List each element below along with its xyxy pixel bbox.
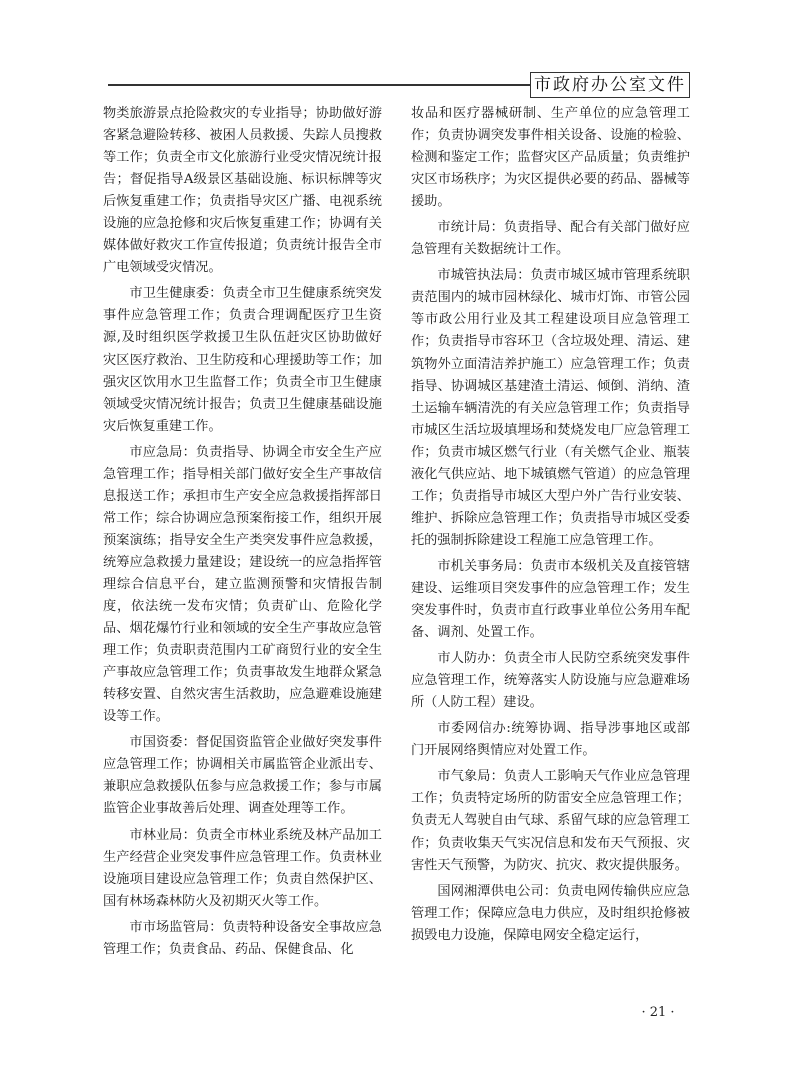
paragraph: 市人防办：负责全市人民防空系统突发事件应急管理工作，统筹落实人防设施与应急避难场所（人防工程）建设。 xyxy=(411,651,690,711)
page-number: · 21 · xyxy=(641,1005,675,1020)
right-column xyxy=(411,103,690,951)
paragraph: 市统计局：负责指导、配合有关部门做好应急管理有关数据统计工作。 xyxy=(411,220,690,258)
paragraph: 国网湘潭供电公司：负责电网传输供应应急管理工作；保障应急电力供应，及时组织抢修被损毁电力设施，保障电网安全稳定运行， xyxy=(411,883,690,943)
left-column xyxy=(103,103,382,965)
paragraph: 市气象局：负责人工影响天气作业应急管理工作；负责特定场所的防雷安全应急管理工作；负责无人驾驶自由气球、系留气球的应急管理工作；负责收集天气实况信息和发布天气预报、灾害性天气预警，为防灾、抗灾、救灾提供服务。 xyxy=(411,769,690,873)
paragraph: 妆品和医疗器械研制、生产单位的应急管理工作；负责协调突发事件相关设备、设施的检验、检测和鉴定工作；监督灾区产品质量；负责维护灾区市场秩序；为灾区提供必要的药品、器械等援助。 xyxy=(411,106,690,210)
paragraph: 市林业局：负责全市林业系统及林产品加工生产经营企业突发事件应急管理工作。负责林业设施项目建设应急管理工作；负责自然保护区、国有林场森林防火及初期灭火等工作。 xyxy=(103,827,382,909)
paragraph: 市国资委：督促国资监管企业做好突发事件应急管理工作；协调相关市属监管企业派出专、兼职应急救援队伍参与应急救援工作；参与市属监管企业事故善后处理、调查处理等工作。 xyxy=(103,735,382,817)
paragraph: 市应急局：负责指导、协调全市安全生产应急管理工作；指导相关部门做好安全生产事故信息报送工作；承担市生产安全应急救援指挥部日常工作；综合协调应急预案衔接工作，组织开展预案演练；指导安全生产类突发事件应急救援，统筹应急救援力量建设；建设统一的应急指挥管理综合信息平台，建立监测预警和灾情报告制度，依法统一发布灾情；负责矿山、危险化学品、烟花爆竹行业和领域的安全生产事故应急管理工作；负责职责范围内工矿商贸行业的安全生产事故应急管理工作；负责事故发生地群众紧急转移安置、自然灾害生活救助，应急避难设施建设等工作。 xyxy=(103,444,382,725)
section-title: 市政府办公室文件 xyxy=(530,72,690,98)
paragraph: 市市场监管局：负责特种设备安全事故应急管理工作；负责食品、药品、保健食品、化 xyxy=(103,919,382,957)
paragraph: 市机关事务局：负责市本级机关及直接管辖建设、运维项目突发事件的应急管理工作；发生突发事件时，负责市直行政事业单位公务用车配备、调剂、处置工作。 xyxy=(411,558,690,641)
paragraph: 市卫生健康委：负责全市卫生健康系统突发事件应急管理工作；负责合理调配医疗卫生资源,及时组织医学救援卫生队伍赶灾区协助做好灾区医疗救治、卫生防疫和心理援助等工作；加强灾区饮用水卫生监督工作；负责全市卫生健康领域受灾情况统计报告；负责卫生健康基础设施灾后恢复重建工作。 xyxy=(103,286,382,434)
paragraph: 市城管执法局：负责市城区城市管理系统职责范围内的城市园林绿化、城市灯饰、市管公园等市政公用行业及其工程建设项目应急管理工作；负责指导市容环卫（含垃圾处理、清运、建筑物外立面清洁养护施工）应急管理工作；负责指导、协调城区基建渣土清运、倾倒、消纳、渣土运输车辆清洗的有关应急管理工作；负责指导市城区生活垃圾填埋场和焚烧发电厂应急管理工作；负责市城区燃气行业（有关燃气企业、瓶装液化气供应站、地下城镇燃气管道）的应急管理工作；负责指导市城区大型户外广告行业安装、维护、拆除应急管理工作；负责指导市城区受委托的强制拆除建设工程施工应急管理工作。 xyxy=(411,268,690,548)
paragraph: 市委网信办:统筹协调、指导涉事地区或部门开展网络舆情应对处置工作。 xyxy=(411,721,690,759)
paragraph: 物类旅游景点抢险救灾的专业指导；协助做好游客紧急避险转移、被困人员救援、失踪人员搜救等工作；负责全市文化旅游行业受灾情况统计报告；督促指导A级景区基础设施、标识标牌等灾后恢复重建工作；负责指导灾区广播、电视系统设施的应急抢修和灾后恢复重建工作；协调有关媒体做好救灾工作宣传报道；负责统计报告全市广电领域受灾情况。 xyxy=(103,106,382,276)
